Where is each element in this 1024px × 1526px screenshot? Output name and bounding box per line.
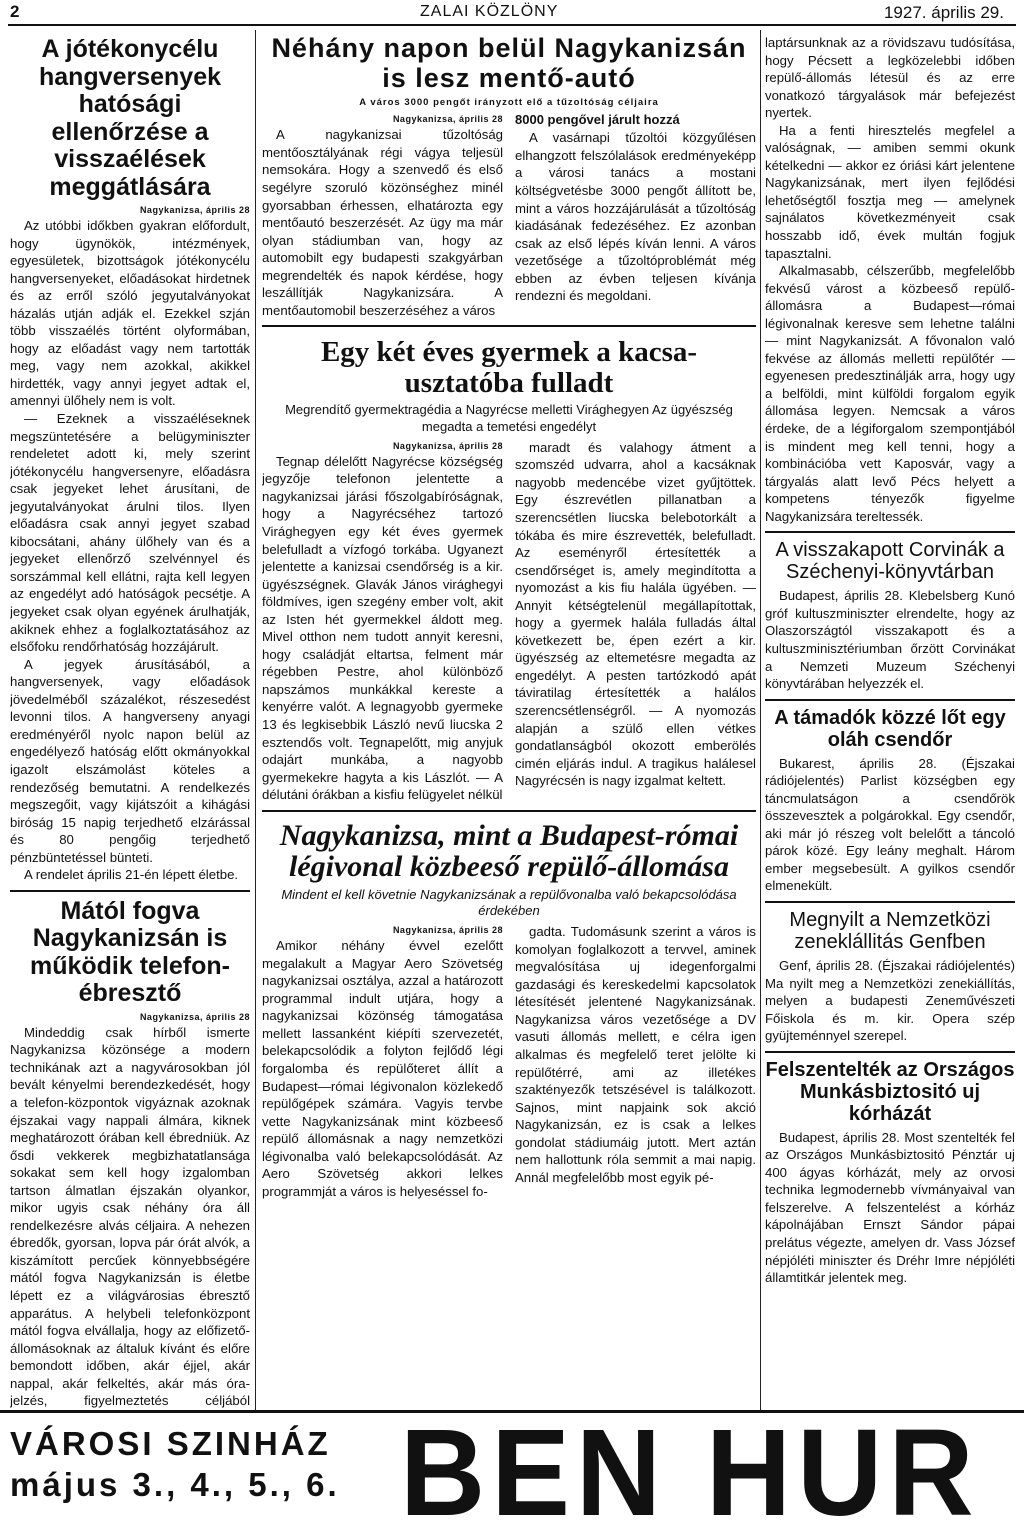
paragraph: Az utóbbi időkben gyakran előfordult, hogy ügynökök, intézmények, egyesületek, bizottságok jótékonycélu hangversenyeket, előadásokat hirdetnek és az erről szóló jegyutalványokat házalás utján adják el. Ezekkel szján több visszaélés történt olyformában, hogy az előadást vagy nem tartották meg, vagy nem azokkal, akikkel hirdették, vagy annyi jegyet adtak el, amennyi ülőhely nem is volt. xyxy=(10,218,250,409)
divider xyxy=(765,531,1015,533)
paragraph: Amikor néhány évvel ezelőtt megalakult a Magyar Aero Szövetség nagykanizsai osztálya, azzal a határozott programmal indult utjára, hogy a nagykanizsai közönség támogatása mellett lassanként kiépíti szervezetét, belekapcsolódik a folyton fejlődő légi forgalomba és repülőteret állít a Budapest—római légivonalon közlekedő repülőgépek számára. Vagyis tervbe vette Nagykanizsának mint közbeeső repülő állomásnak a nagy nemzetközi légivonalba való belekapcsolódását. Az Aero Szövetség akkori lelkes programmját a város is helyeséssel fo- xyxy=(262,938,503,1199)
divider xyxy=(262,325,756,327)
advertisement xyxy=(0,1403,1024,1526)
paragraph: Genf, április 28. (Éjszakai rádiójelentés) Ma nyilt meg a Nemzetközi zenekiállítás, melyen a budapesti Zeneművészeti Főiskola és m. kir. Opera szép gyüjteménnyel szerepel. xyxy=(765,957,1015,1044)
article-body xyxy=(765,1129,1015,1287)
article-body xyxy=(10,1024,250,1410)
paragraph: gadta. Tudomásunk szerint a város is komolyan foglalkozott a tervvel, aminek megvalósítása uj idegenforgalmi gazdasági és kereskedelmi kapcsolatok létesítését jelentené Nagykanizsának. Nagykanizsa város vezetősége a DV vasuti állomás mellett, e célra igen alkalmas és megfelelő teret jelölte ki repülőtérré, ami az illetékes szaktényezők tetszésével is találkozott. Sajnos, mint napjaink sok akció Nagykanizsán, ez is csak a lelkes gondolat stádiumáig jutott. Mert aztán nem hallottunk róla semmit a mai napig. Annál megfelelőbb most egyik pé- xyxy=(515,924,756,1185)
article-title: Nagykanizsa, mint a Budapest-római légivonal közbeeső repülő-állomása xyxy=(279,818,739,884)
article-title: Megnyilt a Nemzetközi zeneklállitás Genfben xyxy=(789,908,991,953)
paragraph: A vasárnapi tűzoltói közgyűlésen elhangzott felszólalások eredményeképp a városi tanács a mostani költségvetésbe 3000 pengőt állított be, mint a város hozzájárulását a tűzoltóság kiadásának fedezéséhez. Ez azonban csak az első lépés kíván lenni. A város vezetősége a tűzoltóproblémát még ebben az évben teljesen kívánja rendezni és megoldani. xyxy=(515,130,756,304)
divider xyxy=(765,1051,1015,1053)
paper-title: ZALAI KÖZLÖNY xyxy=(420,3,559,20)
divider xyxy=(262,810,756,812)
paragraph: Alkalmasabb, célszerűbb, megfelelőbb fekvésű várost a közbeeső repülő-állomásra a Budapest—római légivonalnak keresve sem lehetne találni — mint Nagykanizsát. A fővonalon való fekvése az állomás melletti repülőtér — egyenesen predesztinálják arra, hogy ugy a belföldi, mint külföldi forgalom egyik állomása legyen. Nemcsak a város érdeke, de a légiforgalom szempontjából is mindent meg kell tenni, hogy a kombinációba vett Kaposvár, vagy a tárgyalás alatt levő Pécs helyett a kompetens tényezők figyelme Nagykanizsára tereltessék. xyxy=(765,263,1015,524)
article-title: A jótékonycélu hangversenyek hatósági ellenőrzése a visszaélések meggátlására xyxy=(38,35,222,201)
paragraph: Mindeddig csak hírből ismerte Nagykanizsa közönsége a modern technikának azt a nagyvárosokban jól bevált kényelmi berendezkedését, hogy a telefon-központok vigyáznak azoknak éjszakai vagy nappali álmára, kiknek meghatározott órában kell ébredniük. Az ősdi vekkerek megbizhatatlansága sokakat sem kell hogy izgalomban tartson álmatlan éjszakán olyankor, mikor ugyis csak néhány óra áll rendelkezésre alvás céljaira. A nehezen ébredők, gyorsan, lopva pár órát alvók, a kiszámított percűek könnyebbségére mától fogva Nagykanizsán is életbe lépett ez a világvárosias ébresztő apparátus. A helybeli telefonközpont mától fogva elvállalja, hogy az előfizető-állomásoknak az általuk kívánt és előre bemondott időben, akár éjjel, akár nappal, akár felkeltés, akár más óra-jelzés, figyelmeztetés céljából xyxy=(10,1024,250,1409)
article-deck: Mindent el kell követnie Nagykanizsának a repülővonalba való bekapcsolódása érdekében xyxy=(281,886,737,918)
article-title: A támadók közzé lőt egy oláh csendőr xyxy=(774,706,1006,751)
article-body-right xyxy=(515,439,756,804)
article-kicker: A város 3000 pengőt irányzott elő a tűzoltóság céljaira xyxy=(359,97,659,109)
divider xyxy=(765,901,1015,903)
article-columns xyxy=(262,439,756,804)
paragraph: A nagykanizsai tűzoltóság mentőosztályának régi vágya teljesül nemsokára. Hogy a szenvedő és első segélyre szoruló közönséghez minél gyorsabban érhessen, elhatározta egy mentőautó beszerzését. Az ügy ma már olyan stádiumban van, hogy az automobilt egy budapesti szakgyárban megrendelték és napok kérdése, hogy leszállítják Nagykanizsára. A mentőautomobil beszerzéséhez a város xyxy=(262,127,503,318)
dateline: Nagykanizsa, április 28 xyxy=(139,1011,250,1022)
column-2 xyxy=(262,30,756,1410)
paragraph: Ha a fenti hiresztelés megfelel a valóságnak, — amiben semmi okunk kételkedni — akkor ez óriási kárt jelentene Nagykanizsának, mert ilyen fejlődési lehetőségtől fosztja meg — amelynek sajnálatos következményeit csak hosszabb idő, évek multán fogjuk tapasztalni. xyxy=(765,122,1015,261)
paragraph: laptársunknak az a rövidszavu tudósítása, hogy Pécsett a legközelebbi időben repülő-állomás létesül és az erre vonatkozó tárgyalások már befejezést nyertek. xyxy=(765,35,1015,121)
issue-date: 1927. április 29. xyxy=(883,3,1004,22)
column-divider xyxy=(760,30,761,1410)
article-columns xyxy=(262,923,756,1200)
article-title: Felszentelték az Országos Munkásbiztositó uj kórházát xyxy=(765,1058,1015,1125)
ad-title: BEN HUR xyxy=(400,1403,980,1526)
ad-venue xyxy=(10,1423,340,1506)
dateline: Nagykanizsa, április 28 xyxy=(392,440,503,451)
column-4 xyxy=(765,30,1015,1410)
column-1 xyxy=(10,30,250,1410)
article-body-left xyxy=(262,112,503,319)
article-body-left xyxy=(262,439,503,804)
article-title: Néhány napon belül Nagykanizsán is lesz mentő-autó xyxy=(271,33,747,93)
article-body xyxy=(765,34,1015,525)
dateline: Nagykanizsa, április 28 xyxy=(139,205,250,215)
dateline: Nagykanizsa, április 28 xyxy=(392,925,503,936)
masthead-rule xyxy=(8,24,1016,26)
paragraph: A jegyek árusításából, a hangversenyek, vagy előadások jövedelméből százalékot, részesedést levonni tilos. A hangverseny anyagi eredményéről nyolc napon belül az engedélyező hatóság előtt okmányokkal igazolt elszámolást köteles a rendezőség bemutatni. A rendelkezés megszegőit, vagy kijátszóit a kihágási biróság 15 napig terjedhető elzárással és 80 pengőig terjedhető pénzbüntetéssel bünteti. xyxy=(10,656,250,865)
article-body-right xyxy=(515,923,756,1200)
masthead xyxy=(0,0,1024,30)
ad-dates: május 3., 4., 5., 6. xyxy=(10,1466,340,1504)
paragraph: Tegnap délelőtt Nagyrécse községség jegyzője telefonon jelentette a nagykanizsai járási főszolgabíróságnak, hogy a Nagyrécséhez tartozó Virághegyen egy két éves gyermek belefulladt a vízfogó torkába. Ugyanezt jelentette a kanizsai csendőrség is a kir. ügyészségnek. Glavák János virághegyi földmíves, igen szegény ember volt, akit az Isten hét gyermekkel áldott meg. Mivel otthon nem tudott annyit keresni, hogy családját eltartsa, felment már régebben Pestre, ahol különböző napszámos munkákkal kereste a kenyérre valót. A legnagyobb gyermeke 13 és legkisebbik László nevű liucska 2 esztendős volt. Tegnapelőtt, mig anyjuk odajárt munkába, a nagyobb gyermekekre hagyta a kis Lászlót. — A délutáni órákban a kisfiu felügyelet nélkül xyxy=(262,453,503,803)
article-body xyxy=(10,217,250,884)
article-body xyxy=(765,587,1015,692)
divider xyxy=(10,890,250,892)
article-body-left xyxy=(262,923,503,1200)
paragraph: — Ezeknek a visszaéléseknek megszüntetésére a belügyminiszter rendeletet adott ki, mely szerint jótékonycélu hangversenyre, előadásra csak jegyeket lehet árusítani, de jegyutalványokat árulni tilos. Ilyen előadásra csak annyi jegyet szabad kibocsátani, ahány ülőhely van és a jegyeket ellenőrző szelvénnyel és sorszámmal kell ellátni, rajta kell legyen az engedélyt adó hatóságok pecsétje. A jegyeket csak olyan egyének árulhatják, akiknek ehhez a foglalkoztatásához az elsőfoku rendőrhatóság hozzájárult. xyxy=(10,411,250,655)
paragraph: Bukarest, április 28. (Éjszakai rádiójelentés) Parlist községben egy táncmulatságon a csendőrök összevesztek a polgárokkal. Egy csendőr, aki már jó részeg volt belelőtt a táncoló párok közé. Egy leány meghalt. Három ember megsebesült. A gyilkos csendőr elmenekült. xyxy=(765,755,1015,894)
article-columns xyxy=(262,112,756,319)
dateline: Nagykanizsa, április 28 xyxy=(392,114,503,125)
paragraph: Budapest, április 28. Most szentelték fel az Országos Munkásbiztositó Pénztár uj 400 ágyas kórházát, mely az orvosi technika legmodernebb vívmányaival van felszerelve. A felszentelést a kórház kápolnájában Ernszt Sándor pápai prelátus végezte, amelyen dr. Vass József népjóléti miniszter és Dréhr Imre népjóléti államtitkár jelentek meg. xyxy=(765,1129,1015,1286)
article-title: A visszakapott Corvinák a Széchenyi-könyvtárban xyxy=(775,539,1005,584)
article-body xyxy=(765,957,1015,1045)
paragraph: Budapest, április 28. Klebelsberg Kunó gróf kultuszminiszter elrendelte, hogy az Olaszországtól visszakapott és a kultuszminisztériumban őrzött Corvinákat a Nemzeti Muzeum Széchenyi könyvtárában helyezzék el. xyxy=(765,588,1015,692)
page-number: 2 xyxy=(10,2,20,21)
paragraph: A rendelet április 21-én lépett életbe. xyxy=(24,867,239,883)
article-title: Egy két éves gyermek a kacsa-usztatóba fulladt xyxy=(320,336,698,399)
article-body xyxy=(765,755,1015,895)
article-subhead: 8000 pengővel járult hozzá xyxy=(515,112,680,128)
column-divider xyxy=(255,30,256,1410)
article-body-right xyxy=(515,112,756,319)
divider xyxy=(765,699,1015,701)
article-deck: Megrendítő gyermektragédia a Nagyrécse melletti Virághegyen Az ügyészség megadta a temetési engedélyt xyxy=(285,402,733,434)
ad-venue-name: VÁROSI SZINHÁZ xyxy=(10,1425,331,1462)
article-title: Mától fogva Nagykanizsán is működik telefon-ébresztő xyxy=(29,896,230,1008)
paragraph: maradt és valahogy átment a szomszéd udvarra, ahol a kacsáknak nagyobb medencébe vizet gyűjtöttek. Egy észrevétlen pillanatban a szerencsétlen liucska belebotorkált a tókába és mire észrevették, belefulladt. Az eseményről értesítették a csendőrséget is, amely megindította a nyomozást a kis fiu halála ügyében. — Annyit kétségtelenül megállapítottak, hogy a gyermek halála fulladás által következett be, épen ezért a kir. ügyészség az eltemetésre megadta az engedélyt. A pesten tartózkodó apát táviratilag értesítették a halálos szerencsétlenségről. — A nyomozás alapján a szülő ellen vétkes gondatlanságból okozott emberölés cimén eljárás indul. A tragikus halálesel Nagyrécsén is nagy izgalmat keltett. xyxy=(515,439,756,789)
